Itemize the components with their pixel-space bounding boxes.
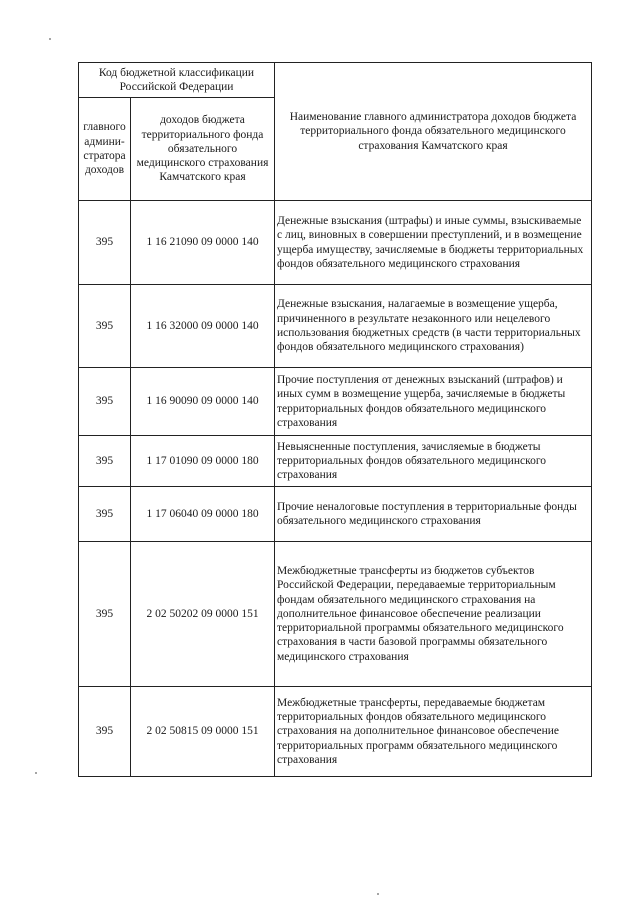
income-code-cell: 1 17 01090 09 0000 180 <box>131 436 275 487</box>
table-row <box>79 487 592 542</box>
scan-speck <box>35 772 37 774</box>
admin-code-cell: 395 <box>79 285 131 368</box>
admin-code-cell: 395 <box>79 487 131 542</box>
admin-code-cell: 395 <box>79 542 131 687</box>
table-row <box>79 285 592 368</box>
header-name: Наименование главного администратора доходов бюджета территориального фонда обязательного медицинского страхования Камчатского края <box>275 63 592 201</box>
income-code-cell: 1 16 32000 09 0000 140 <box>131 285 275 368</box>
income-name-cell: Денежные взыскания, налагаемые в возмещение ущерба, причиненного в результате незаконного или нецелевого использования бюджетных средств (в части территориальных фондов обязательного медицинского страхования) <box>275 285 592 368</box>
income-name-cell: Прочие неналоговые поступления в территориальные фонды обязательного медицинского страхования <box>275 487 592 542</box>
admin-code-cell: 395 <box>79 368 131 436</box>
income-name-cell: Прочие поступления от денежных взысканий (штрафов) и иных сумм в возмещение ущерба, зачисляемые в бюджеты территориальных фондов обязательного медицинского страхования <box>275 368 592 436</box>
header-code-column: доходов бюджета территориального фонда обязательного медицинского страхования Камчатского края <box>131 98 275 201</box>
scan-speck <box>49 38 51 40</box>
scan-speck <box>377 893 379 895</box>
table-row <box>79 687 592 777</box>
income-code-cell: 1 16 21090 09 0000 140 <box>131 201 275 285</box>
table-row <box>79 542 592 687</box>
income-code-cell: 2 02 50202 09 0000 151 <box>131 542 275 687</box>
table-row <box>79 201 592 285</box>
admin-code-cell: 395 <box>79 201 131 285</box>
table-row <box>79 436 592 487</box>
income-name-cell: Межбюджетные трансферты, передаваемые бюджетам территориальных фондов обязательного медицинского страхования на дополнительное финансовое обеспечение территориальных программ обязательного медицинского страхования <box>275 687 592 777</box>
income-code-cell: 2 02 50815 09 0000 151 <box>131 687 275 777</box>
header-row-group <box>79 63 592 98</box>
income-name-cell: Невыясненные поступления, зачисляемые в бюджеты территориальных фондов обязательного медицинского страхования <box>275 436 592 487</box>
income-code-cell: 1 16 90090 09 0000 140 <box>131 368 275 436</box>
income-name-cell: Межбюджетные трансферты из бюджетов субъектов Российской Федерации, передаваемые территориальным фондам обязательного медицинского страхования на дополнительное финансовое обеспечение реализации территориальной программы обязательного медицинского страхования в части базовой программы обязательного медицинского страхования <box>275 542 592 687</box>
header-group-code: Код бюджетной классификации Российской Федерации <box>79 63 275 98</box>
admin-code-cell: 395 <box>79 436 131 487</box>
header-admin-column: главного админи-стратора доходов <box>79 98 131 201</box>
income-name-cell: Денежные взыскания (штрафы) и иные суммы, взыскиваемые с лиц, виновных в совершении преступлений, и в возмещение ущерба имуществу, зачисляемые в бюджеты территориальных фондов обязательного медицинского страхования <box>275 201 592 285</box>
admin-code-cell: 395 <box>79 687 131 777</box>
table-row <box>79 368 592 436</box>
budget-classification-table <box>78 62 592 777</box>
income-code-cell: 1 17 06040 09 0000 180 <box>131 487 275 542</box>
